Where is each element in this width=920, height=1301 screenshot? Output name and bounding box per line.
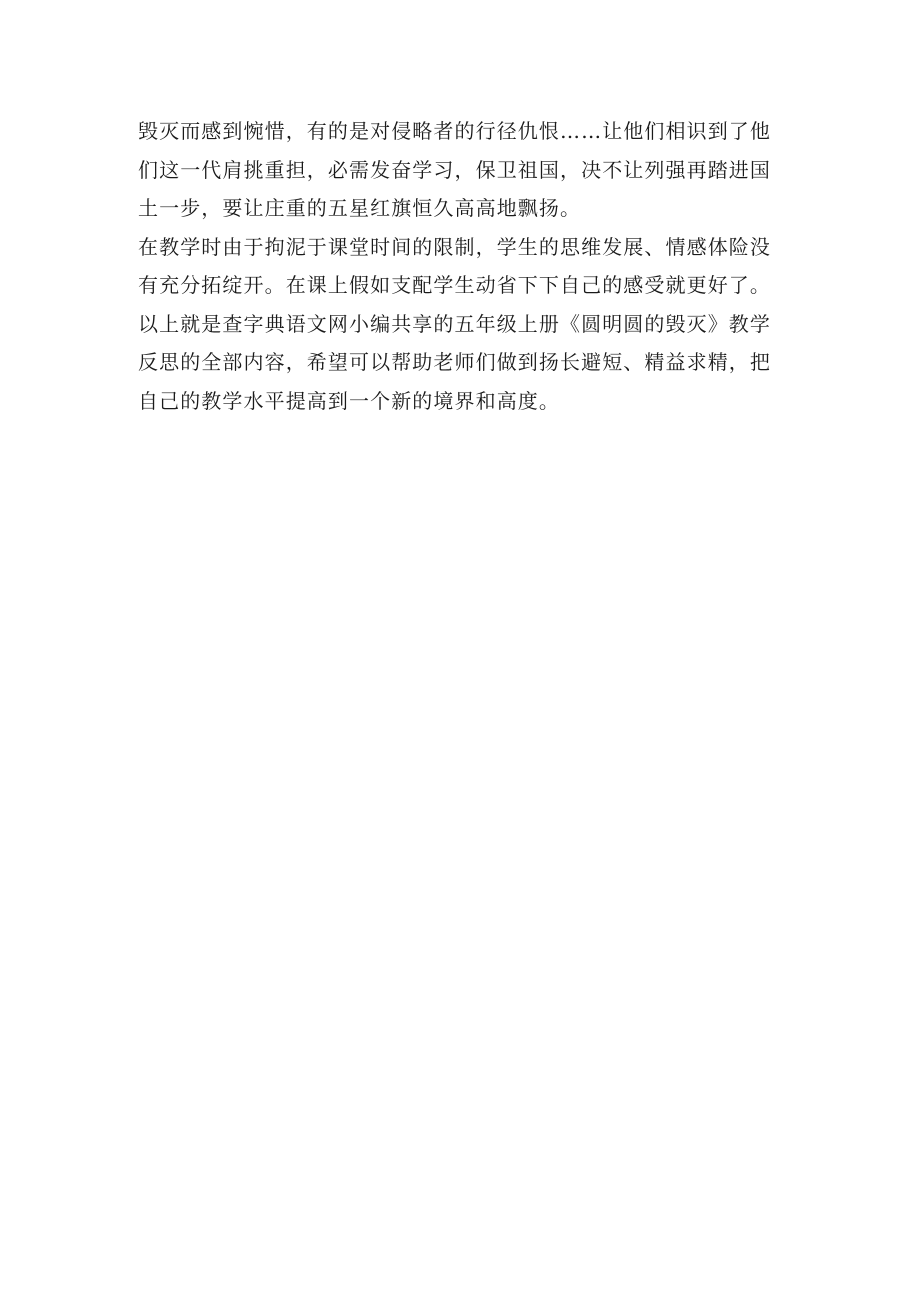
text-line: 反思的全部内容，希望可以帮助老师们做到扬长避短、精益求精，把 — [138, 350, 771, 374]
text-line: 土一步，要让庄重的五星红旗恒久高高地飘扬。 — [138, 196, 582, 220]
text-line: 毁灭而感到惋惜，有的是对侵略者的行径仇恨……让他们相识到了他 — [138, 119, 771, 143]
text-line: 们这一代肩挑重担，必需发奋学习，保卫祖国，决不让列强再踏进国 — [138, 157, 771, 182]
text-line: 自己的教学水平提高到一个新的境界和高度。 — [138, 388, 560, 413]
document-body — [138, 112, 788, 420]
text-line: 以上就是查字典语文网小编共享的五年级上册《圆明圆的毁灭》教学 — [138, 311, 771, 336]
text-line: 在教学时由于拘泥于课堂时间的限制，学生的思维发展、情感体险没 — [138, 234, 771, 259]
text-line: 有充分拓绽开。在课上假如支配学生动省下下自己的感受就更好了。 — [138, 273, 771, 297]
